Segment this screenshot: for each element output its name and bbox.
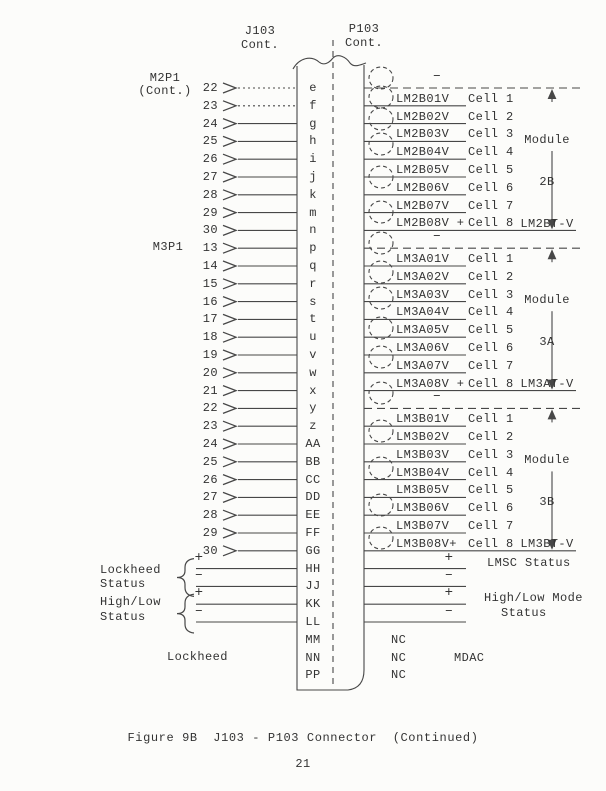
pin-letter: j (309, 170, 317, 184)
signal-label: LM3A01V (396, 252, 450, 266)
pin-number: 28 (202, 187, 218, 202)
pin-letter: w (309, 365, 317, 380)
pin-letter: q (309, 259, 317, 273)
cell-label: Cell 7 (468, 519, 514, 533)
pin-letter: EE (305, 508, 321, 523)
signal-label: LM3B07V (396, 519, 450, 533)
cell-label: Cell 3 (468, 287, 514, 302)
signal-label: LM2B08V + (396, 216, 465, 231)
module-3b-label (506, 425, 588, 579)
cell-label: Cell 2 (468, 430, 514, 444)
m3p1-label: M3P1 (152, 240, 184, 254)
pin-number: 30 (202, 223, 218, 238)
lmsc-status-label: LMSC Status (487, 556, 571, 570)
module-3b-line1: Module (524, 453, 570, 467)
signal-label: LM3B03V (396, 447, 450, 462)
pin-number: 13 (202, 241, 218, 256)
pin-number: 21 (202, 383, 218, 398)
pin-number: 27 (202, 490, 218, 505)
pin-letter: LL (305, 615, 321, 629)
pin-letter: NN (305, 650, 321, 665)
polarity-sign: – (194, 603, 204, 619)
pin-letter: MM (305, 632, 321, 647)
cell-label: Cell 7 (468, 198, 514, 213)
pin-number: 26 (202, 152, 218, 167)
pin-number: 18 (202, 330, 218, 345)
polarity-sign: – (444, 567, 454, 584)
cell-label: Cell 6 (468, 180, 514, 195)
signal-label: LM2B02V (396, 109, 450, 124)
pin-letter: t (309, 312, 317, 327)
pin-letter: AA (305, 437, 321, 451)
signal-label: LM3A08V + (396, 376, 465, 391)
cell-label: Cell 8 (468, 216, 514, 231)
signal-label: LM3B08V+ (396, 536, 457, 551)
pin-letter: r (309, 276, 317, 291)
pin-letter: KK (305, 597, 321, 612)
cell-label: Cell 5 (468, 483, 514, 498)
signal-label: LM3A04V (396, 305, 450, 320)
lockheed-status-label: Lockheed (100, 563, 161, 577)
pin-number: 17 (202, 312, 218, 327)
signal-label: LM3B04V (396, 465, 450, 480)
pin-letter: DD (305, 490, 321, 505)
cell-label: Cell 4 (468, 305, 514, 320)
module-3a-line3: LM3AT-V (520, 377, 574, 391)
signal-label: LM2B04V (396, 145, 450, 160)
polarity-sign: – (194, 567, 204, 584)
cell-label: Cell 4 (468, 465, 514, 480)
pin-letter: GG (305, 543, 321, 558)
pin-number: 27 (202, 170, 218, 184)
pin-number: 26 (202, 472, 218, 487)
m2p1-label-cont: (Cont.) (138, 84, 192, 98)
pin-letter: PP (305, 668, 321, 683)
module-2b-line2: 2B (539, 175, 555, 189)
signal-label: LM2B01V (396, 91, 450, 106)
lockheed-side-label: Lockheed (167, 650, 228, 664)
pin-number: 14 (202, 259, 218, 273)
highlow-status-label-line2: Status (100, 610, 146, 624)
pin-number: 23 (202, 98, 218, 113)
cell-label: Cell 3 (468, 447, 514, 462)
module-3a-line2: 3A (539, 335, 555, 349)
pin-letter: s (309, 294, 317, 309)
p103-header-cont: Cont. (344, 36, 383, 50)
cell-label: Cell 6 (468, 501, 514, 516)
pin-number: 29 (202, 526, 218, 540)
pin-letter: FF (305, 526, 321, 540)
polarity-sign: – (432, 68, 442, 84)
pin-number: 16 (202, 294, 218, 309)
signal-label: LM3A06V (396, 341, 450, 355)
polarity-sign: – (432, 228, 442, 245)
pin-letter: e (309, 81, 317, 95)
pin-number: 23 (202, 419, 218, 434)
mdac-side-label: MDAC (454, 651, 485, 665)
pin-letter: u (309, 330, 317, 345)
nc-label: NC (391, 632, 407, 647)
pin-letter: m (309, 205, 317, 220)
pin-number: 22 (202, 401, 218, 416)
pin-number: 30 (202, 543, 218, 558)
pin-letter: n (309, 223, 317, 238)
pin-number: 22 (202, 81, 218, 95)
cell-label: Cell 7 (468, 358, 514, 373)
polarity-sign: + (444, 585, 454, 602)
module-2b-line1: Module (524, 133, 570, 147)
cell-label: Cell 8 (468, 536, 514, 551)
module-2b-line3: LM2BT-V (520, 217, 574, 231)
signal-label: LM3A02V (396, 269, 450, 284)
pin-letter: HH (305, 561, 321, 576)
signal-label: LM2B06V (396, 180, 450, 195)
pin-letter: JJ (305, 579, 321, 594)
module-2b-label (506, 105, 588, 259)
lockheed-status-label-line2: Status (100, 577, 146, 591)
nc-label: NC (391, 668, 407, 683)
pin-letter: z (309, 419, 317, 434)
j103-header-cont: Cont. (240, 38, 279, 52)
cell-label: Cell 8 (468, 376, 514, 391)
page-number: 21 (295, 757, 311, 771)
signal-label: LM3B05V (396, 483, 450, 498)
signal-label: LM2B03V (396, 127, 450, 142)
cell-label: Cell 5 (468, 323, 514, 338)
signal-label: LM3B02V (396, 430, 450, 444)
nc-label: NC (391, 650, 407, 665)
pin-number: 28 (202, 508, 218, 523)
cell-label: Cell 3 (468, 127, 514, 142)
module-3a-line1: Module (524, 293, 570, 307)
pin-letter: g (309, 116, 317, 131)
figure-caption: Figure 9B J103 - P103 Connector (Continued) (127, 731, 479, 745)
polarity-sign: + (444, 549, 454, 566)
module-3b-line2: 3B (539, 495, 555, 509)
pin-letter: CC (305, 472, 321, 487)
pin-letter: v (309, 348, 317, 362)
highlow-mode-status-label-line2: Status (501, 606, 547, 620)
cell-label: Cell 2 (468, 269, 514, 284)
pin-letter: p (309, 241, 317, 256)
signal-label: LM3A03V (396, 287, 450, 302)
polarity-sign: + (194, 585, 204, 602)
pin-letter: f (309, 98, 317, 113)
pin-number: 25 (202, 134, 218, 149)
signal-label: LM3B01V (396, 412, 450, 427)
pin-number: 15 (202, 276, 218, 291)
pin-letter: y (309, 401, 317, 416)
signal-label: LM3A07V (396, 358, 450, 373)
cell-label: Cell 2 (468, 109, 514, 124)
signal-label: LM2B05V (396, 163, 450, 177)
highlow-status-label: High/Low (100, 595, 161, 609)
cell-label: Cell 1 (468, 91, 514, 106)
polarity-sign: + (194, 549, 204, 566)
pin-number: 24 (202, 437, 218, 451)
pin-letter: h (309, 134, 317, 149)
polarity-sign: – (444, 603, 454, 619)
pin-letter: x (309, 383, 317, 398)
pin-number: 24 (202, 116, 218, 131)
pin-number: 20 (202, 365, 218, 380)
highlow-mode-status-label: High/Low Mode (484, 591, 583, 605)
j103-header: J103 (244, 24, 276, 38)
signal-label: LM3B06V (396, 501, 450, 516)
polarity-sign: – (432, 388, 442, 405)
cell-label: Cell 5 (468, 163, 514, 177)
cell-label: Cell 1 (468, 412, 514, 427)
cell-label: Cell 1 (468, 252, 514, 266)
pin-number: 19 (202, 348, 218, 362)
m2p1-label: M2P1 (149, 71, 181, 85)
module-3a-label (506, 265, 588, 419)
module-3b-line3: LM3BT-V (520, 537, 574, 551)
pin-number: 25 (202, 454, 218, 469)
cell-label: Cell 6 (468, 341, 514, 355)
p103-header: P103 (348, 22, 380, 36)
pin-letter: i (309, 152, 317, 167)
signal-label: LM2B07V (396, 198, 450, 213)
pin-letter: BB (305, 454, 321, 469)
pin-letter: k (309, 187, 317, 202)
cell-label: Cell 4 (468, 145, 514, 160)
signal-label: LM3A05V (396, 323, 450, 338)
pin-number: 29 (202, 205, 218, 220)
